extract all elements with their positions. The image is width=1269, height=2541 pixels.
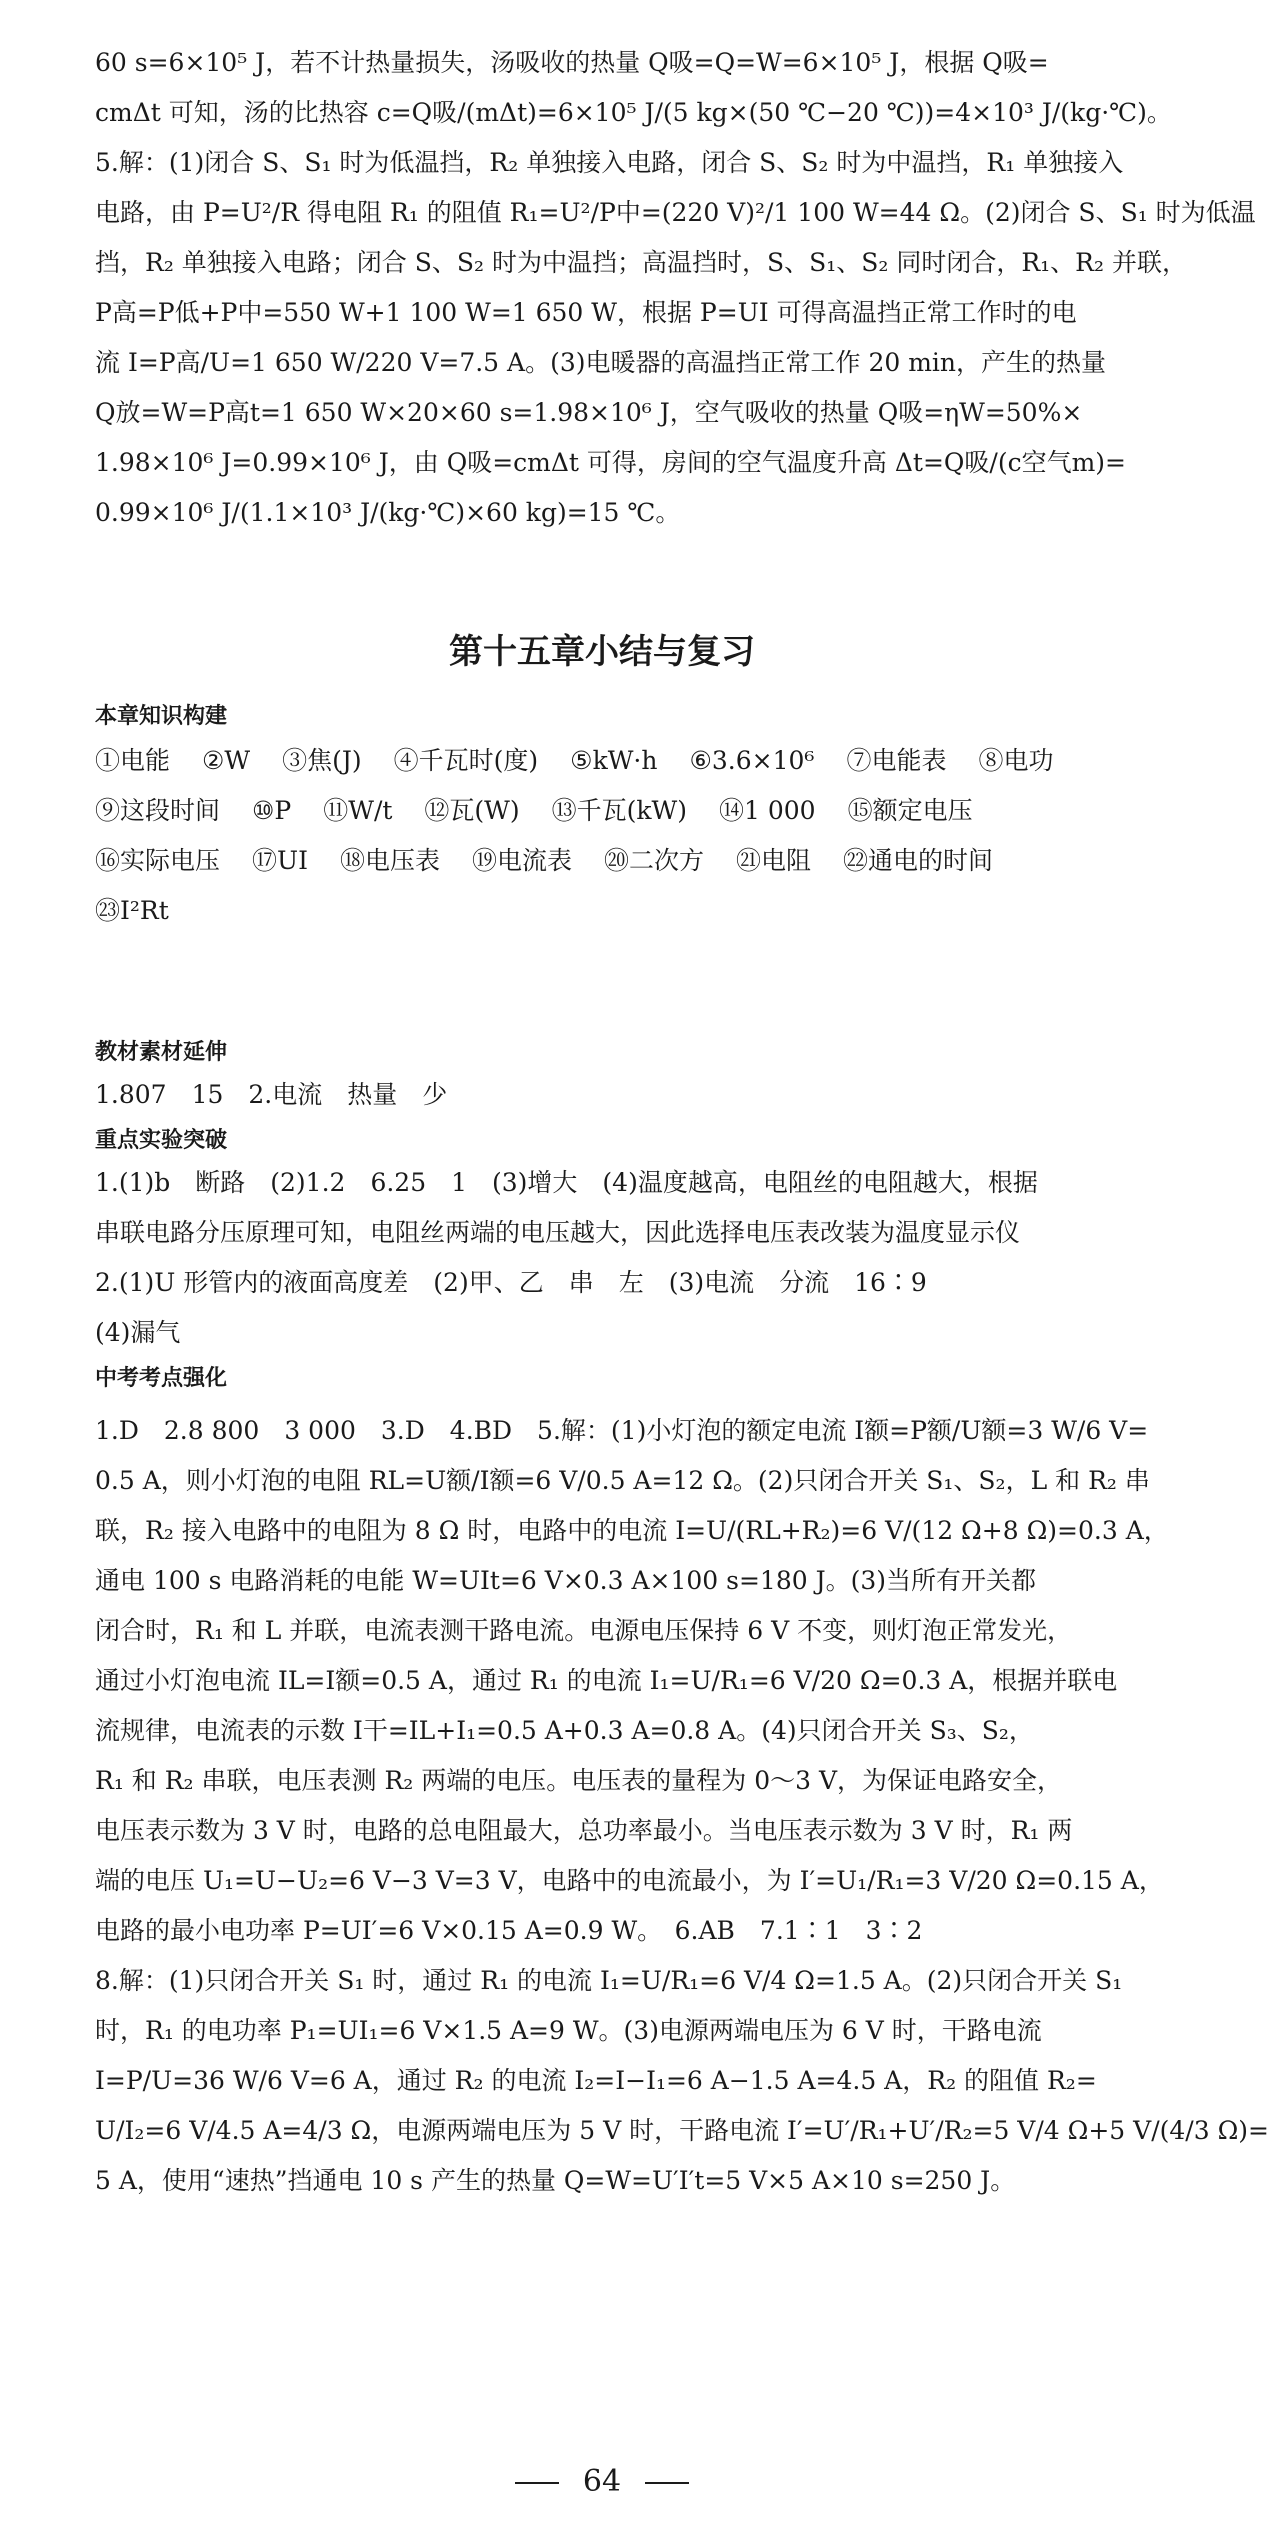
text-line: 通过小灯泡电流 IL=I额=0.5 A，通过 R₁ 的电流 I₁=U/R₁=6 V/20 Ω=0.3 A，根据并联电: [95, 1666, 1118, 1695]
knowledge-item: ⑦电能表: [846, 746, 947, 775]
text-line: I=P/U=36 W/6 V=6 A，通过 R₂ 的电流 I₂=I−I₁=6 A−1.5 A=4.5 A，R₂ 的阻值 R₂=: [95, 2066, 1097, 2095]
dash-right: [645, 2482, 689, 2484]
text-line: 电压表示数为 3 V 时，电路的总电阻最大，总功率最小。当电压表示数为 3 V 时，R₁ 两: [95, 1816, 1073, 1845]
text-line: 通电 100 s 电路消耗的电能 W=UIt=6 V×0.3 A×100 s=180 J。(3)当所有开关都: [95, 1566, 1037, 1595]
text-line: 挡，R₂ 单独接入电路；闭合 S、S₂ 时为中温挡；高温挡时，S、S₁、S₂ 同时闭合，R₁、R₂ 并联，: [95, 248, 1187, 277]
text-line: 时，R₁ 的电功率 P₁=UI₁=6 V×1.5 A=9 W。(3)电源两端电压为 6 V 时，干路电流: [95, 2016, 1042, 2045]
knowledge-item: ⑫瓦(W): [424, 796, 520, 825]
text-line: cmΔt 可知，汤的比热容 c=Q吸/(mΔt)=6×10⁵ J/(5 kg×(50 ℃−20 ℃))=4×10³ J/(kg·℃)。: [95, 98, 1172, 127]
section-heading-textbook: 教材素材延伸: [95, 1040, 228, 1065]
text-line: 0.99×10⁶ J/(1.1×10³ J/(kg·℃)×60 kg)=15 ℃。: [95, 498, 681, 527]
knowledge-item: ⑨这段时间: [95, 796, 221, 825]
text-line: 串联电路分压原理可知，电阻丝两端的电压越大，因此选择电压表改装为温度显示仪: [95, 1218, 1021, 1247]
section-heading-knowledge: 本章知识构建: [95, 704, 228, 729]
knowledge-item: ⑬千瓦(kW): [551, 796, 687, 825]
experiment-block: [95, 1158, 1115, 1358]
knowledge-item: ⑳二次方: [604, 846, 705, 875]
knowledge-item: ⑤kW·h: [570, 746, 658, 775]
textbook-block: [95, 1070, 1115, 1120]
page-number-text: 64: [582, 2464, 622, 2499]
text-line: 流 I=P高/U=1 650 W/220 V=7.5 A。(3)电暖器的高温挡正常工作 20 min，产生的热量: [95, 348, 1107, 377]
text-line: 5.解：(1)闭合 S、S₁ 时为低温挡，R₂ 单独接入电路，闭合 S、S₂ 时为中温挡，R₁ 单独接入: [95, 148, 1124, 177]
text-line: 1.D 2.8 800 3 000 3.D 4.BD 5.解：(1)小灯泡的额定电流 I额=P额/U额=3 W/6 V=: [95, 1416, 1149, 1445]
text-line: R₁ 和 R₂ 串联，电压表测 R₂ 两端的电压。电压表的量程为 0～3 V，为保证电路安全，: [95, 1766, 1063, 1795]
text-line: 0.5 A，则小灯泡的电阻 RL=U额/I额=6 V/0.5 A=12 Ω。(2)只闭合开关 S₁、S₂，L 和 R₂ 串: [95, 1466, 1150, 1495]
text-line: (4)漏气: [95, 1318, 181, 1347]
knowledge-item: ②W: [202, 746, 251, 775]
section-heading-experiment: 重点实验突破: [95, 1128, 228, 1153]
knowledge-item: ④千瓦时(度): [393, 746, 539, 775]
text-line: 2.(1)U 形管内的液面高度差 (2)甲、乙 串 左 (3)电流 分流 16∶9: [95, 1268, 927, 1297]
knowledge-item: ⑭1 000: [718, 796, 816, 825]
knowledge-item: ⑱电压表: [339, 846, 440, 875]
knowledge-items: [95, 736, 1115, 936]
knowledge-grid: [95, 736, 1115, 936]
text-line: 端的电压 U₁=U−U₂=6 V−3 V=3 V，电路中的电流最小，为 I′=U₁/R₁=3 V/20 Ω=0.15 A，: [95, 1866, 1164, 1895]
knowledge-item: ⑩P: [252, 796, 292, 825]
text-line: 1.807 15 2.电流 热量 少: [95, 1080, 448, 1109]
knowledge-item: ⑲电流表: [471, 846, 572, 875]
text-line: 电路，由 P=U²/R 得电阻 R₁ 的阻值 R₁=U²/P中=(220 V)²/1 100 W=44 Ω。(2)闭合 S、S₁ 时为低温: [95, 198, 1256, 227]
text-line: 1.98×10⁶ J=0.99×10⁶ J，由 Q吸=cmΔt 可得，房间的空气温度升高 Δt=Q吸/(c空气m)=: [95, 448, 1126, 477]
page-number: [0, 2462, 1204, 2502]
knowledge-item: ⑪W/t: [323, 796, 393, 825]
text-line: 1.(1)b 断路 (2)1.2 6.25 1 (3)增大 (4)温度越高，电阻丝的电阻越大，根据: [95, 1168, 1038, 1197]
knowledge-item: ⑰UI: [252, 846, 308, 875]
knowledge-item: ㉒通电的时间: [843, 846, 994, 875]
top-answer-block: [95, 38, 1256, 538]
knowledge-item: ③焦(J): [282, 746, 362, 775]
knowledge-item: ⑥3.6×10⁶: [689, 746, 815, 775]
knowledge-item: ⑯实际电压: [95, 846, 221, 875]
text-line: Q放=W=P高t=1 650 W×20×60 s=1.98×10⁶ J，空气吸收的热量 Q吸=ηW=50%×: [95, 398, 1083, 427]
knowledge-item: ⑧电功: [978, 746, 1054, 775]
chapter-title: 第十五章小结与复习: [449, 632, 755, 672]
knowledge-item: ⑮额定电压: [847, 796, 973, 825]
knowledge-item: ①电能: [95, 746, 171, 775]
text-line: 联，R₂ 接入电路中的电阻为 8 Ω 时，电路中的电流 I=U/(RL+R₂)=6 V/(12 Ω+8 Ω)=0.3 A，: [95, 1516, 1169, 1545]
text-line: P高=P低+P中=550 W+1 100 W=1 650 W，根据 P=UI 可得高温挡正常工作时的电: [95, 298, 1077, 327]
text-line: 60 s=6×10⁵ J，若不计热量损失，汤吸收的热量 Q吸=Q=W=6×10⁵ J，根据 Q吸=: [95, 48, 1049, 77]
text-line: 流规律，电流表的示数 I干=IL+I₁=0.5 A+0.3 A=0.8 A。(4)只闭合开关 S₃、S₂，: [95, 1716, 1034, 1745]
text-line: 8.解：(1)只闭合开关 S₁ 时，通过 R₁ 的电流 I₁=U/R₁=6 V/4 Ω=1.5 A。(2)只闭合开关 S₁: [95, 1966, 1123, 1995]
knowledge-item: ㉓I²Rt: [95, 896, 169, 925]
section-heading-exam: 中考考点强化: [95, 1366, 228, 1391]
text-line: 5 A，使用“速热”挡通电 10 s 产生的热量 Q=W=U′I′t=5 V×5 A×10 s=250 J。: [95, 2166, 1016, 2195]
dash-left: [515, 2482, 559, 2484]
text-line: 闭合时，R₁ 和 L 并联，电流表测干路电流。电源电压保持 6 V 不变，则灯泡正常发光，: [95, 1616, 1073, 1645]
knowledge-item: ㉑电阻: [736, 846, 812, 875]
exam-block: [95, 1406, 1269, 2206]
text-line: 电路的最小电功率 P=UI′=6 V×0.15 A=0.9 W。 6.AB 7.1∶1 3∶2: [95, 1916, 923, 1945]
text-line: U/I₂=6 V/4.5 A=4/3 Ω，电源两端电压为 5 V 时，干路电流 I′=U′/R₁+U′/R₂=5 V/4 Ω+5 V/(4/3 Ω)=: [95, 2116, 1269, 2145]
